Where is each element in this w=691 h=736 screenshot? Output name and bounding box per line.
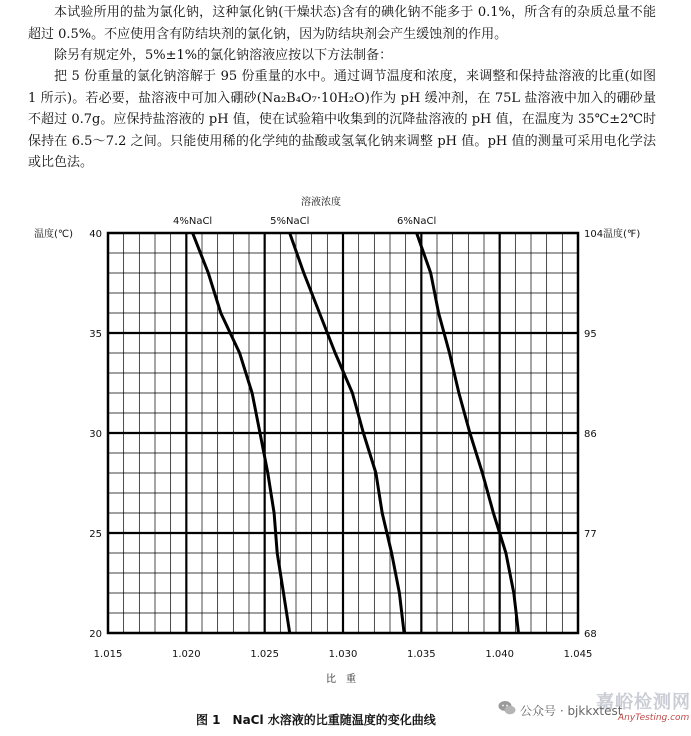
y-tick-label-left: 35 (89, 329, 102, 340)
y-tick-label-left: 25 (89, 529, 102, 540)
watermark-account: 公众号 · bjkkxtest (520, 704, 623, 718)
x-tick-label: 1.045 (563, 649, 593, 660)
y-tick-label-left: 40 (89, 229, 102, 240)
y-axis-label-right: 温度(℉) (603, 229, 641, 240)
wechat-icon (498, 700, 516, 716)
paragraph-solution-intro: 除另有规定外，5%±1%的氯化钠溶液应按以下方法制备： (54, 48, 393, 63)
y-tick-label-right: 86 (584, 429, 597, 440)
y-tick-label-right: 68 (584, 629, 597, 640)
chart-labels-layer (34, 195, 640, 685)
series-label-2: 5%NaCl (270, 216, 310, 227)
figure-caption: 图 1 NaCl 水溶液的比重随温度的变化曲线 (196, 713, 436, 727)
x-tick-label: 1.015 (93, 649, 123, 660)
x-axis-label: 比 重 (326, 674, 356, 685)
watermark-site: AnyTesting.com (618, 713, 690, 723)
x-tick-label: 1.040 (485, 649, 514, 660)
x-tick-label: 1.035 (407, 649, 436, 660)
series-label-1: 4%NaCl (172, 216, 213, 227)
paragraph-preparation-method: 把 5 份重量的氯化钠溶解于 95 份重量的水中。通过调节温度和浓度，来调整和保持盐溶液的比重(如图 1 所示)。若必要，盐溶液中可加入硼砂(Na₂B₄O₇·10H₂O)作为 pH 缓冲剂，在 75L 盐溶液中加入的硼砂量不超过 0.7g。应保持盐溶液的 pH 值，使在试验箱中收集到的沉降盐溶液的 pH 值，在温度为 35℃±2℃时保持在 6.5～7.2 之间。只能使用稀的化学纯的盐酸或氢氧化钠来调整 pH 值。pH 值的测量可采用电化学法或比色法。 (28, 69, 656, 170)
y-tick-label-left: 30 (89, 429, 102, 440)
x-tick-label: 1.020 (172, 649, 201, 660)
y-tick-label-right: 77 (584, 529, 597, 540)
watermark-brand: 嘉峪检测网 (596, 692, 691, 713)
x-tick-label: 1.030 (328, 649, 358, 660)
series-label-3: 6%NaCl (397, 216, 437, 227)
y-tick-label-right: 104 (584, 229, 604, 240)
paragraph-salt-requirement: 本试验所用的盐为氯化钠，这种氯化钠(干燥状态)含有的碘化钠不能多于 0.1%，所含有的杂质总量不能超过 0.5%。不应使用含有防结块剂的氯化钠，因为防结块剂会产生缓蚀剂的作用。 (28, 5, 656, 42)
y-tick-label-right: 95 (584, 329, 597, 340)
chart-title: 溶液浓度 (301, 197, 341, 208)
y-axis-label-left: 温度(℃) (34, 229, 74, 240)
x-tick-label: 1.025 (250, 649, 279, 660)
y-tick-label-left: 20 (89, 629, 102, 640)
